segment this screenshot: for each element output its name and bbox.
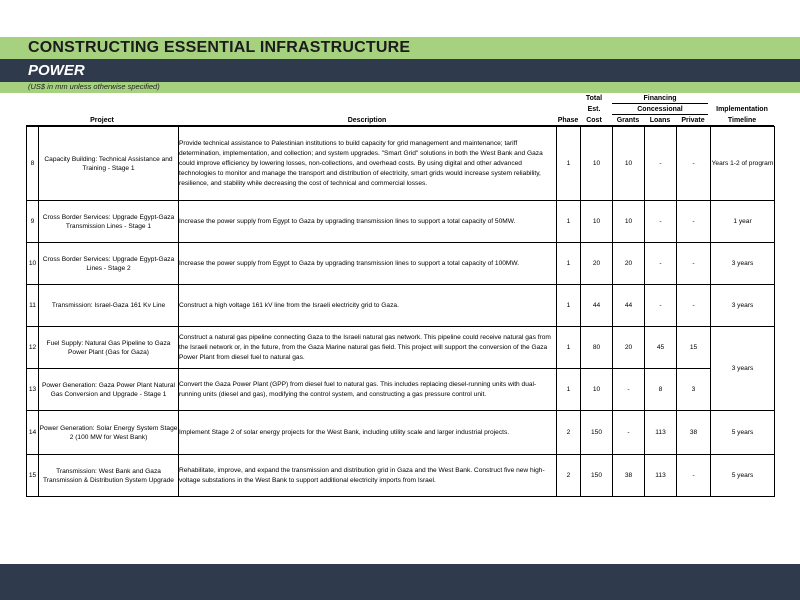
table-row (27, 327, 775, 369)
cost-cell: 150 (581, 455, 613, 497)
timeline-cell: 3 years (711, 285, 775, 327)
timeline-cell: 5 years (711, 411, 775, 455)
phase-cell: 1 (557, 201, 581, 243)
timeline-cell: Years 1-2 of program (711, 127, 775, 201)
timeline-cell: 5 years (711, 455, 775, 497)
cost-cell: 44 (581, 285, 613, 327)
loans-cell: 113 (645, 411, 677, 455)
row-number: 13 (27, 369, 39, 411)
phase-cell: 2 (557, 411, 581, 455)
row-number: 10 (27, 243, 39, 285)
phase-cell: 1 (557, 285, 581, 327)
col-header-cost-line3: Cost (586, 117, 602, 124)
project-description: Implement Stage 2 of solar energy projects for the West Bank, including utility scale and larger industrial projects. (179, 411, 557, 455)
project-name: Cross Border Services: Upgrade Egypt-Gaza Lines - Stage 2 (39, 243, 179, 285)
private-cell: 3 (677, 369, 711, 411)
col-header-timeline-line1: Implementation (716, 106, 768, 113)
loans-cell: 8 (645, 369, 677, 411)
loans-cell: - (645, 285, 677, 327)
grants-cell: - (613, 411, 645, 455)
row-number: 8 (27, 127, 39, 201)
private-cell: 38 (677, 411, 711, 455)
col-header-project: Project (90, 117, 114, 124)
table-row (27, 369, 775, 411)
project-description: Increase the power supply from Egypt to Gaza by upgrading transmission lines to support a total capacity of 100MW. (179, 243, 557, 285)
cost-cell: 10 (581, 127, 613, 201)
private-cell: - (677, 243, 711, 285)
row-number: 11 (27, 285, 39, 327)
col-header-cost-line1: Total (585, 95, 603, 102)
grants-cell: 44 (613, 285, 645, 327)
project-name: Transmission: Israel-Gaza 161 Kv Line (39, 285, 179, 327)
loans-cell: 45 (645, 327, 677, 369)
row-number: 9 (27, 201, 39, 243)
table-row (27, 243, 775, 285)
phase-cell: 1 (557, 243, 581, 285)
project-description: Provide technical assistance to Palestinian institutions to build capacity for grid management and maintenance; tariff determination, implementation, and collection; and system upgrades. "Smart Grid" solutions in both the West Bank and Gaza could improve efficiency by lowering losses, non-collections, and overhead costs. By using digital and other advanced technologies to monitor and manage the transport and distribution of electricity, smart grids would increase system reliability, resilience, and stability while decreasing the cost of technical and commercial losses. (179, 127, 557, 201)
title-banner (0, 37, 800, 59)
col-header-description: Description (347, 117, 387, 124)
loans-cell: - (645, 243, 677, 285)
row-number: 15 (27, 455, 39, 497)
loans-cell: 113 (645, 455, 677, 497)
footer-bar (0, 564, 800, 600)
phase-cell: 2 (557, 455, 581, 497)
project-description: Construct a natural gas pipeline connecting Gaza to the Israeli natural gas network. This pipeline could receive natural gas from the Israeli network or, in the future, from the Gaza Marine natural gas field. This project will support the conversion of the Gaza Power Plant from diesel fuel to natural gas. (179, 327, 557, 369)
loans-cell: - (645, 127, 677, 201)
grants-cell: 10 (613, 127, 645, 201)
project-name: Fuel Supply: Natural Gas Pipeline to Gaza Power Plant (Gas for Gaza) (39, 327, 179, 369)
col-header-phase: Phase (557, 117, 579, 124)
cost-cell: 20 (581, 243, 613, 285)
projects-table (26, 126, 775, 497)
private-cell: 15 (677, 327, 711, 369)
table-row (27, 285, 775, 327)
table-row (27, 455, 775, 497)
table-row (27, 411, 775, 455)
financing-rule (612, 103, 708, 104)
project-description: Construct a high voltage 161 kV line from the Israeli electricity grid to Gaza. (179, 285, 557, 327)
row-number: 12 (27, 327, 39, 369)
table-row (27, 201, 775, 243)
private-cell: - (677, 127, 711, 201)
grants-cell: 38 (613, 455, 645, 497)
loans-cell: - (645, 201, 677, 243)
cost-cell: 10 (581, 369, 613, 411)
col-header-timeline-line2: Timeline (727, 117, 757, 124)
grants-cell: - (613, 369, 645, 411)
col-header-grants: Grants (616, 117, 640, 124)
section-title: POWER (28, 62, 85, 79)
cost-cell: 150 (581, 411, 613, 455)
timeline-cell: 1 year (711, 201, 775, 243)
col-header-financing: Financing (643, 95, 677, 102)
row-number: 14 (27, 411, 39, 455)
private-cell: - (677, 201, 711, 243)
concessional-rule (612, 114, 708, 115)
project-name: Transmission: West Bank and Gaza Transmission & Distribution System Upgrade (39, 455, 179, 497)
col-header-loans: Loans (649, 117, 671, 124)
col-header-cost-line2: Est. (587, 106, 601, 113)
project-description: Increase the power supply from Egypt to Gaza by upgrading transmission lines to support a total capacity of 50MW. (179, 201, 557, 243)
private-cell: - (677, 455, 711, 497)
section-banner (0, 59, 800, 82)
grants-cell: 20 (613, 327, 645, 369)
timeline-cell: 3 years (711, 243, 775, 285)
table-row (27, 127, 775, 201)
units-bar (0, 82, 800, 93)
cost-cell: 80 (581, 327, 613, 369)
phase-cell: 1 (557, 327, 581, 369)
project-name: Power Generation: Gaza Power Plant Natural Gas Conversion and Upgrade - Stage 1 (39, 369, 179, 411)
project-description: Convert the Gaza Power Plant (GPP) from diesel fuel to natural gas. This includes replacing diesel-running units with dual-running units (diesel and gas), modifying the control system, and constructing a gas pressure control unit. (179, 369, 557, 411)
project-name: Cross Border Services: Upgrade Egypt-Gaza Transmission Lines - Stage 1 (39, 201, 179, 243)
units-note: (US$ in mm unless otherwise specified) (28, 82, 160, 91)
project-name: Capacity Building: Technical Assistance and Training - Stage 1 (39, 127, 179, 201)
cost-cell: 10 (581, 201, 613, 243)
phase-cell: 1 (557, 127, 581, 201)
project-name: Power Generation: Solar Energy System Stage 2 (100 MW for West Bank) (39, 411, 179, 455)
grants-cell: 10 (613, 201, 645, 243)
col-header-concessional: Concessional (637, 106, 683, 113)
private-cell: - (677, 285, 711, 327)
grants-cell: 20 (613, 243, 645, 285)
page-title: CONSTRUCTING ESSENTIAL INFRASTRUCTURE (28, 39, 411, 56)
timeline-cell: 3 years (711, 327, 775, 411)
phase-cell: 1 (557, 369, 581, 411)
col-header-private: Private (681, 117, 705, 124)
project-description: Rehabilitate, improve, and expand the transmission and distribution grid in Gaza and the West Bank. Construct five new high-voltage substations in the West Bank to support additional electricity imports from Israel. (179, 455, 557, 497)
